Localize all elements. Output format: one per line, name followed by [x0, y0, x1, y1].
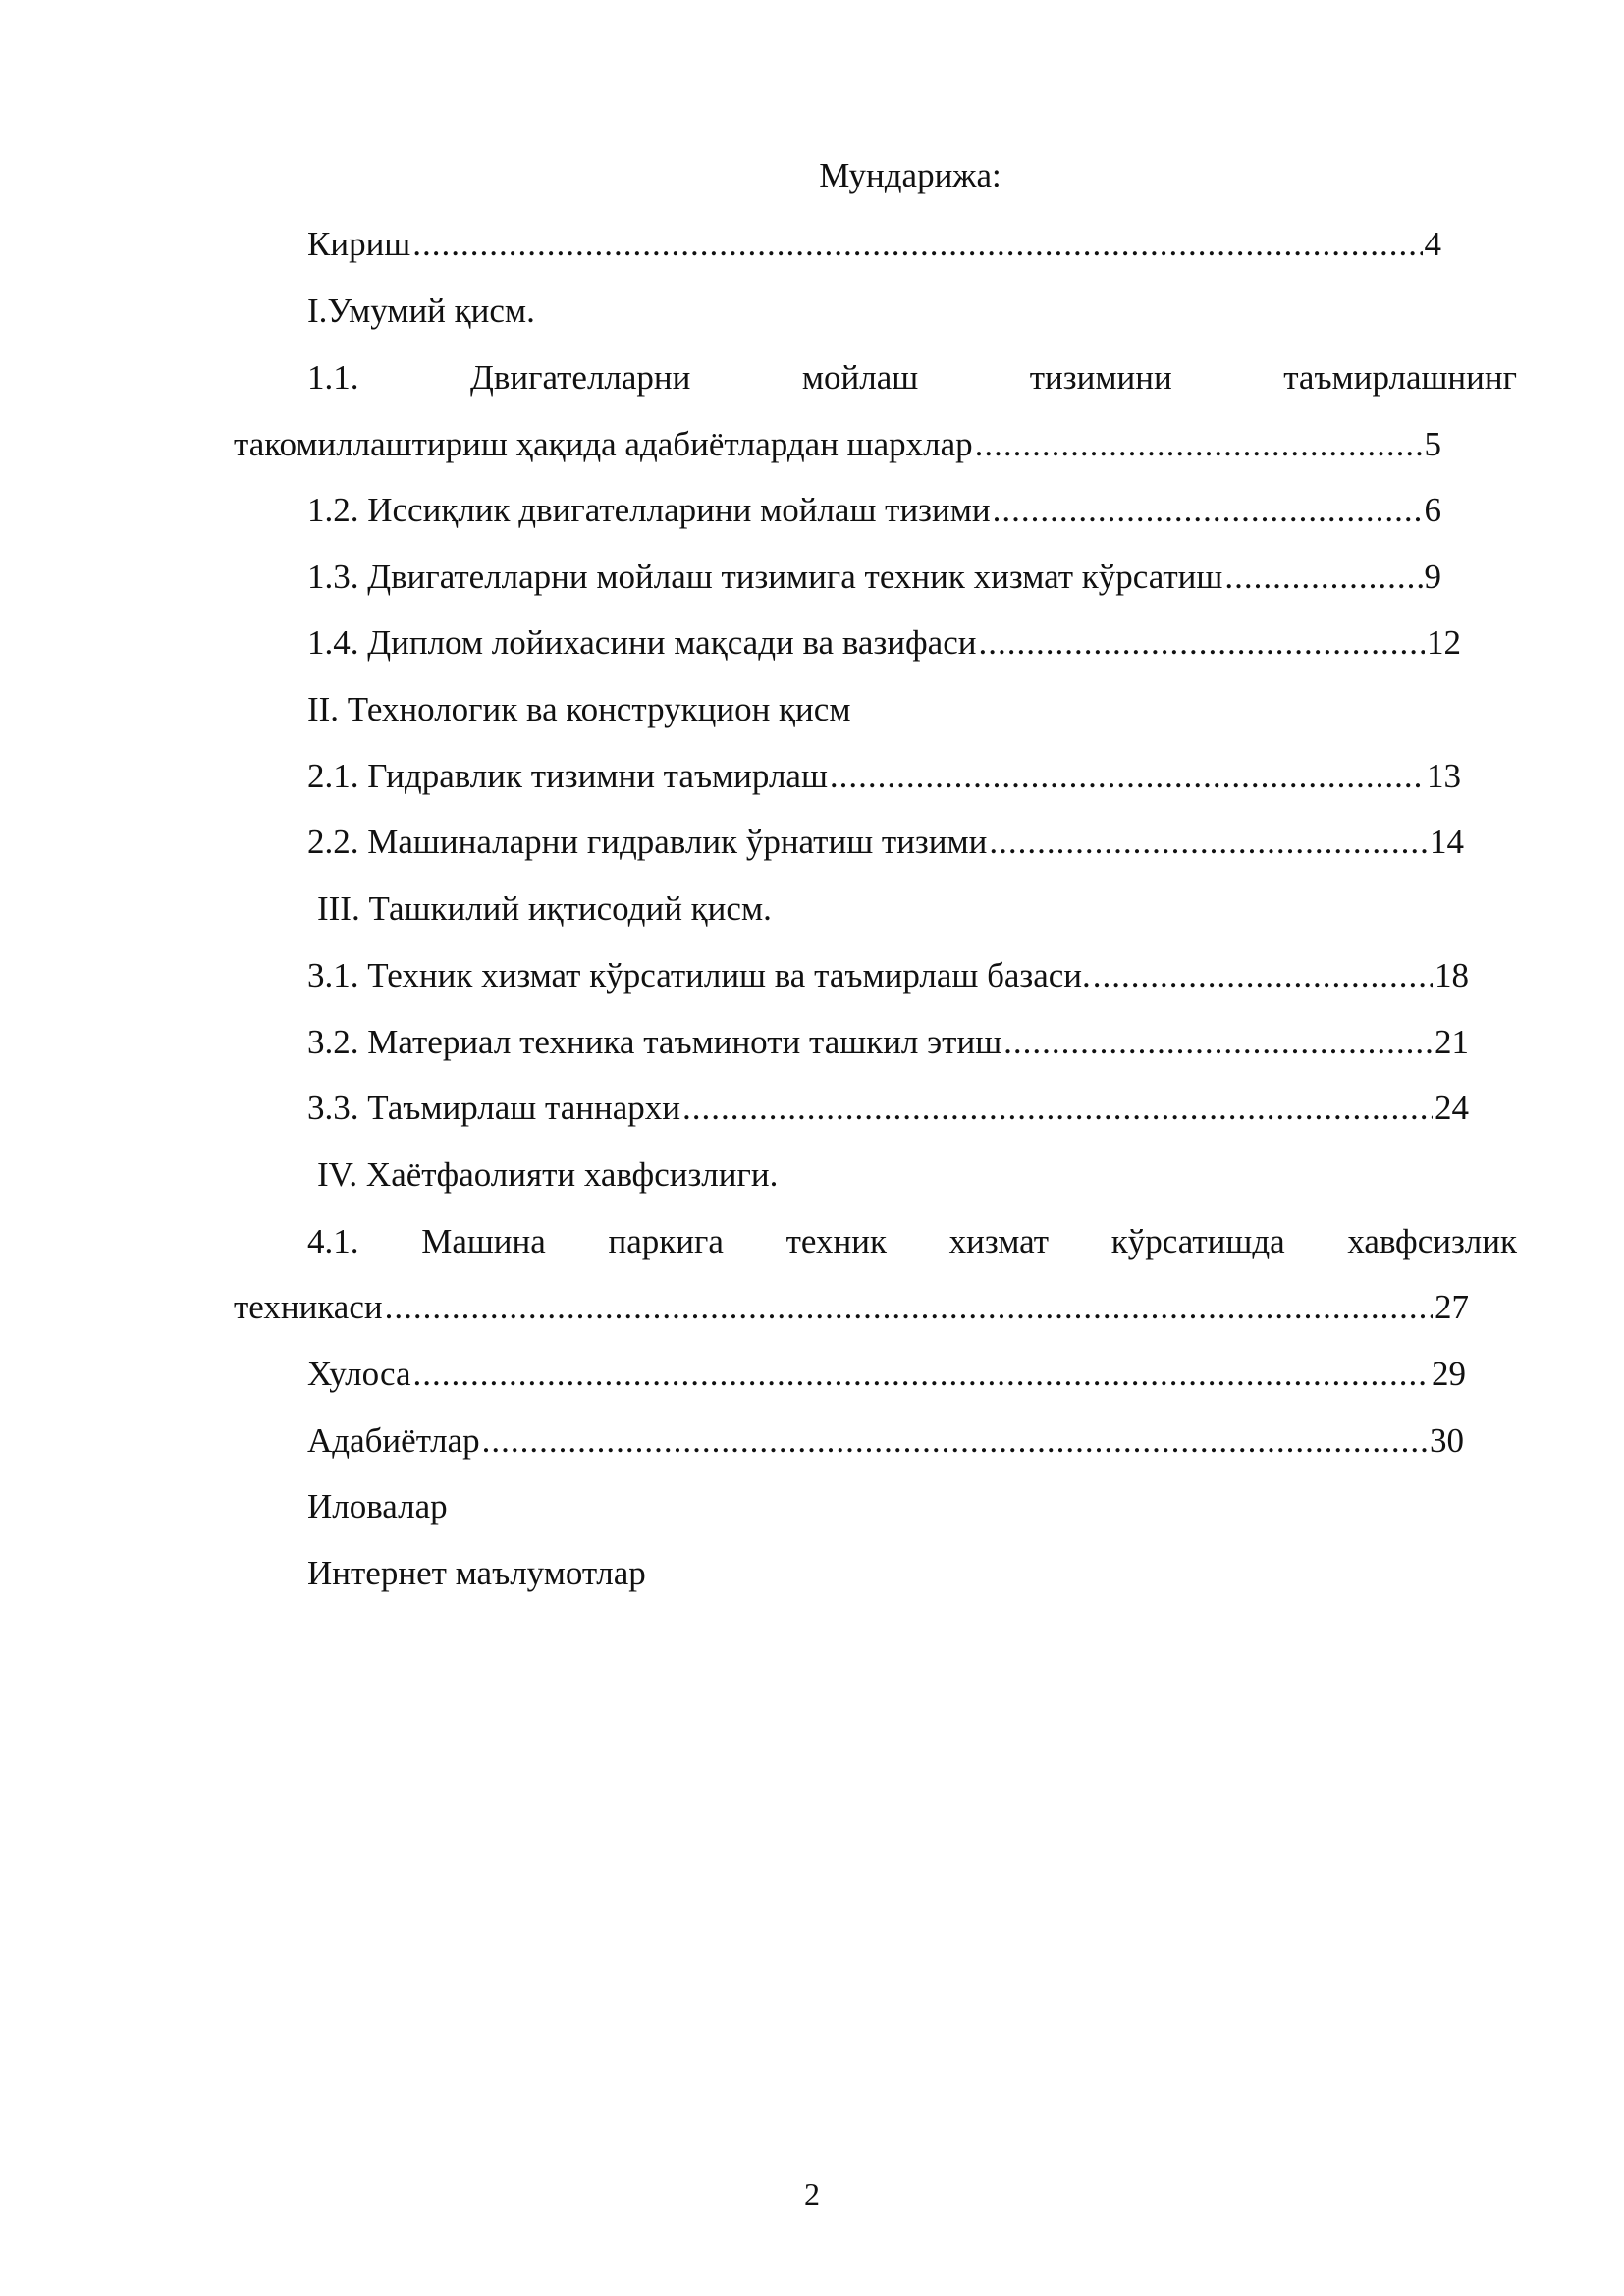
toc-word: мойлаш: [801, 358, 919, 397]
dot-leader: [975, 422, 1423, 467]
toc-entry-1-1-line2: [234, 422, 1441, 467]
toc-entry-3-2: [307, 1020, 1469, 1065]
toc-word: Машина: [421, 1222, 546, 1260]
toc-page-number: 21: [1435, 1023, 1469, 1061]
toc-word: техник: [785, 1222, 887, 1260]
toc-label: Адабиётлар: [307, 1421, 480, 1460]
toc-word: хизмат: [948, 1222, 1050, 1260]
dot-leader: [682, 1086, 1433, 1131]
toc-entry-1-4: [307, 620, 1461, 666]
dot-leader: [830, 754, 1425, 799]
toc-word: 4.1.: [307, 1222, 359, 1260]
toc-entry-1-3: [307, 555, 1441, 600]
toc-label: 1.3. Двигателларни мойлаш тизимига техник хизмат кўрсатиш: [307, 558, 1223, 596]
toc-label: 3.1. Техник хизмат кўрсатилиш ва таъмирлаш базаси.: [307, 956, 1091, 994]
toc-label: 1.4. Диплом лойихасини мақсади ва вазифаси: [307, 623, 977, 662]
toc-page-number: 27: [1435, 1288, 1469, 1326]
toc-entry-adabiyotlar: [307, 1418, 1464, 1464]
toc-section-heading: II. Технологик ва конструкцион қисм: [307, 690, 851, 728]
toc-word: паркига: [608, 1222, 724, 1260]
toc-label: Кириш: [307, 225, 411, 263]
dot-leader: [385, 1285, 1433, 1330]
toc-entry-internet: Интернет маълумотлар: [307, 1554, 646, 1592]
toc-section-heading: III. Ташкилий иқтисодий қисм.: [317, 889, 772, 928]
toc-word: таъмирлашнинг: [1283, 358, 1517, 397]
toc-entry-xulosa: [307, 1352, 1466, 1397]
toc-entry-2-2: [307, 820, 1464, 865]
toc-label: техникаси: [234, 1288, 383, 1326]
toc-page-number: 5: [1424, 425, 1441, 463]
toc-page-number: 4: [1424, 225, 1441, 263]
toc-word: 1.1.: [307, 358, 359, 397]
dot-leader: [993, 488, 1423, 533]
toc-entry-3-3: [307, 1086, 1469, 1131]
toc-page-number: 24: [1435, 1089, 1469, 1127]
toc-page-number: 14: [1430, 823, 1464, 861]
toc-label: Хулоса: [307, 1355, 411, 1393]
toc-word: Двигателларни: [470, 358, 691, 397]
toc-entry-4-1-line2: [234, 1285, 1469, 1330]
dot-leader: [989, 820, 1428, 865]
toc-section-heading: I.Умумий қисм.: [307, 292, 535, 330]
toc-word: кўрсатишда: [1110, 1222, 1285, 1260]
toc-entry-3-1: [307, 953, 1469, 998]
toc-label: 1.2. Иссиқлик двигателларини мойлаш тизими: [307, 491, 991, 529]
toc-entry-kirish: [307, 222, 1441, 267]
toc-entry-ilovalar: Иловалар: [307, 1487, 448, 1525]
page-number: 2: [804, 2176, 820, 2212]
toc-entry-4-1-line1: [307, 1219, 1517, 1264]
dot-leader: [412, 222, 1422, 267]
toc-section-heading: IV. Хаётфаолияти хавфсизлиги.: [317, 1155, 779, 1194]
toc-page-number: 9: [1424, 558, 1441, 596]
dot-leader: [413, 1352, 1431, 1397]
toc-word: хавфсизлик: [1347, 1222, 1517, 1260]
toc-label: 2.2. Машиналарни гидравлик ўрнатиш тизими: [307, 823, 988, 861]
dot-leader: [978, 620, 1425, 666]
toc-page-number: 29: [1432, 1355, 1466, 1393]
toc-page-number: 30: [1430, 1421, 1464, 1460]
toc-page-number: 6: [1424, 491, 1441, 529]
toc-page-number: 18: [1435, 956, 1469, 994]
dot-leader: [1093, 953, 1433, 998]
dot-leader: [1003, 1020, 1433, 1065]
toc-page-number: 13: [1427, 757, 1461, 795]
toc-label: такомиллаштириш ҳақида адабиётлардан шархлар: [234, 425, 973, 463]
toc-label: 2.1. Гидравлик тизимни таъмирлаш: [307, 757, 828, 795]
toc-entry-1-2: [307, 488, 1441, 533]
toc-entry-1-1-line1: [307, 355, 1517, 400]
toc-page-number: 12: [1427, 623, 1461, 662]
toc-entry-2-1: [307, 754, 1461, 799]
dot-leader: [1224, 555, 1422, 600]
toc-word: тизимини: [1029, 358, 1172, 397]
toc-label: 3.3. Таъмирлаш таннархи: [307, 1089, 680, 1127]
dot-leader: [482, 1418, 1428, 1464]
toc-label: 3.2. Материал техника таъминоти ташкил этиш: [307, 1023, 1002, 1061]
page-title: Мундарижа:: [819, 156, 1001, 194]
